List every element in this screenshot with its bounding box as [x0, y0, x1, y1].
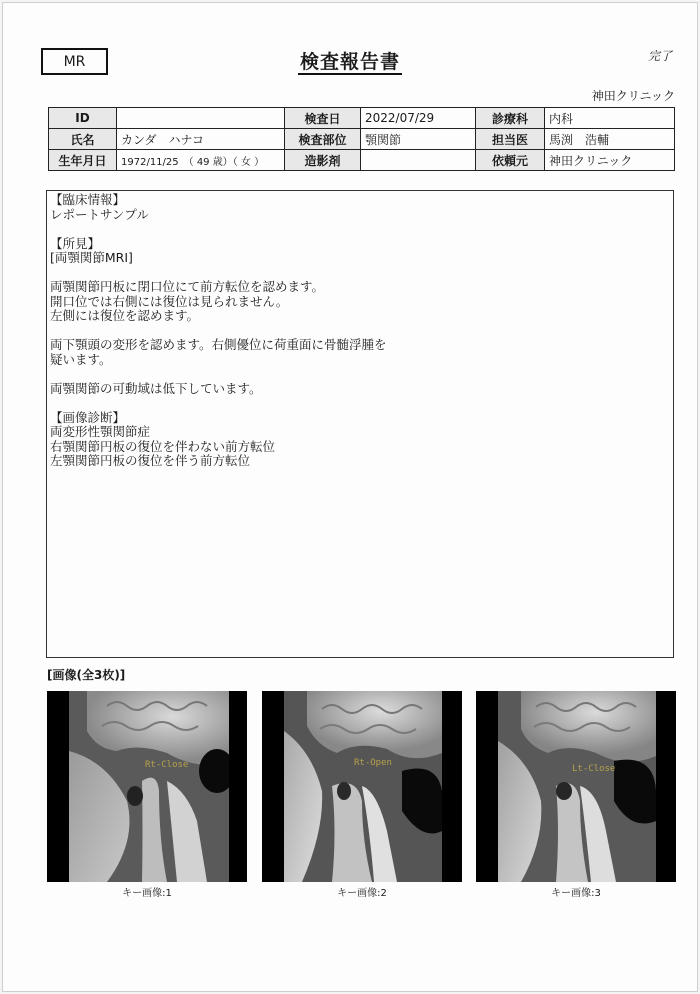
findings-subheading: [両顎関節MRI] [50, 250, 133, 265]
image-overlay-label: Rt-Open [354, 758, 392, 768]
clinical-heading: 【臨床情報】 [50, 192, 126, 207]
diagnosis-line: 左顎関節円板の復位を伴う前方転位 [50, 453, 251, 468]
findings-line: 両下顎頭の変形を認めます。右側優位に荷重面に骨髄浮腫を [50, 337, 387, 352]
name-label: 氏名 [49, 129, 117, 150]
exam-date-label: 検査日 [285, 108, 361, 129]
findings-heading: 【所見】 [50, 235, 101, 251]
mri-image[interactable] [476, 691, 676, 882]
exam-date-value: 2022/07/29 [361, 108, 476, 129]
diagnosis-heading: 【画像診断】 [50, 409, 126, 425]
findings-paragraph-3 [50, 382, 670, 397]
findings-line: 開口位では右側には復位は見られません。 [50, 293, 289, 309]
clinical-section [50, 193, 670, 222]
mri-image[interactable] [262, 691, 462, 882]
diagnosis-line: 右顎関節円板の復位を伴わない前方転位 [50, 438, 276, 454]
info-row-2 [49, 129, 675, 150]
report-body [46, 190, 674, 658]
doctor-label: 担当医 [476, 129, 545, 150]
key-image-2[interactable] [262, 691, 462, 899]
report-sheet [2, 2, 698, 992]
image-caption: キー画像:2 [337, 888, 387, 899]
contrast-label: 造影剤 [285, 150, 361, 171]
referrer-value: 神田クリニック [545, 150, 675, 171]
exam-part-label: 検査部位 [285, 129, 361, 150]
status-mark: 完了 [648, 49, 673, 63]
images-heading: [画像(全3枚)] [47, 668, 126, 682]
clinical-text: レポートサンプル [50, 206, 149, 222]
id-value [117, 108, 285, 129]
info-row-3 [49, 150, 675, 171]
dob-value: 1972/11/25 （ 49 歳）（ 女 ） [117, 150, 285, 171]
image-overlay-label: Rt-Close [145, 760, 189, 770]
document-title [3, 47, 697, 74]
exam-part-value: 顎関節 [361, 129, 476, 150]
findings-paragraph-2 [50, 338, 670, 367]
image-caption: キー画像:1 [122, 888, 172, 899]
patient-info-table [48, 107, 675, 171]
department-label: 診療科 [476, 108, 545, 129]
clinic-name: 神田クリニック [591, 89, 675, 103]
findings-section [50, 237, 670, 266]
department-value: 内科 [545, 108, 675, 129]
document-title-text: 検査報告書 [299, 51, 400, 73]
contrast-value [361, 150, 476, 171]
info-row-1 [49, 108, 675, 129]
findings-line: 左側には復位を認めます。 [50, 308, 200, 323]
modality-badge: MR [41, 48, 108, 75]
diagnosis-line: 両変形性顎関節症 [50, 424, 151, 439]
id-label: ID [49, 108, 117, 129]
doctor-value: 馬渕 浩輔 [545, 129, 675, 150]
image-overlay-label: Lt-Close [572, 764, 616, 774]
name-value: カンダ ハナコ [117, 129, 285, 150]
key-image-1[interactable] [47, 691, 247, 899]
image-caption: キー画像:3 [551, 888, 601, 899]
findings-paragraph-1 [50, 280, 670, 324]
key-image-3[interactable] [476, 691, 676, 899]
dob-label: 生年月日 [49, 150, 117, 171]
referrer-label: 依頼元 [476, 150, 545, 171]
findings-line: 疑います。 [50, 351, 112, 367]
diagnosis-section [50, 411, 670, 469]
findings-line: 両顎関節の可動域は低下しています。 [50, 380, 262, 396]
findings-line: 両顎関節円板に閉口位にて前方転位を認めます。 [50, 279, 325, 294]
mri-image[interactable] [47, 691, 247, 882]
